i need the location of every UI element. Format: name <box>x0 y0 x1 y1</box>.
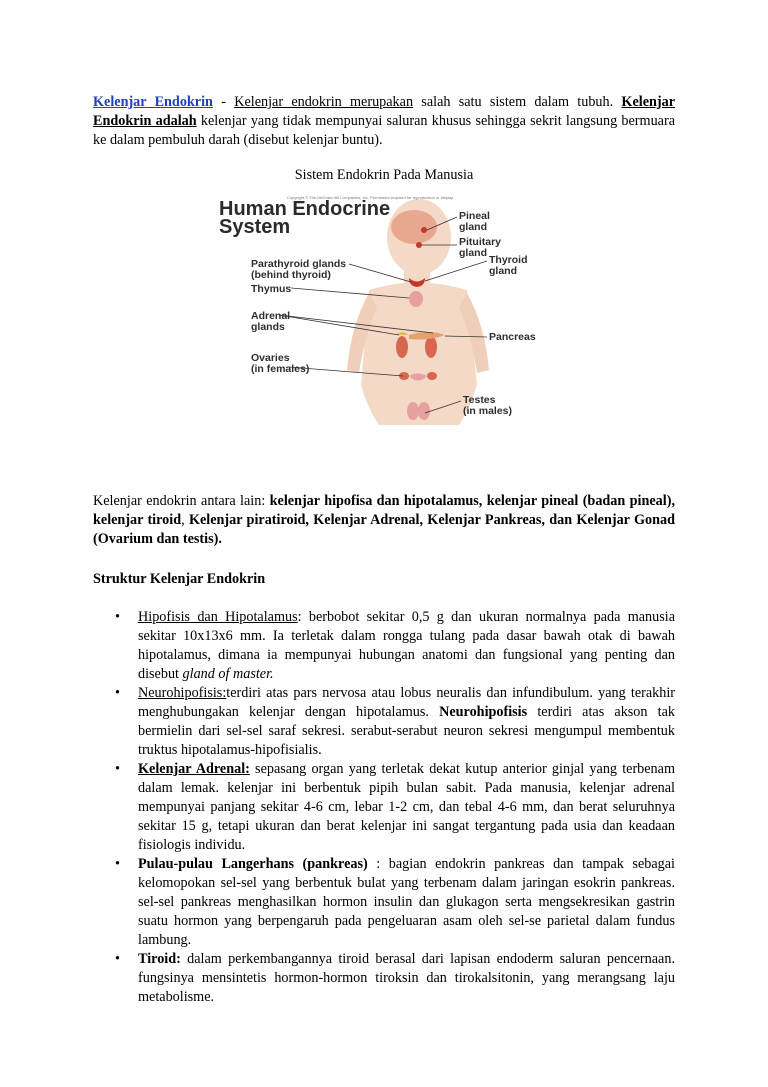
item-italic: gland of master. <box>182 666 274 682</box>
item-text: terdiri atas pars nervosa atau lobus neuralis dan infundibulum. yang terakhir menghubungakan kelenjar dengan hipotalamus. <box>138 685 675 720</box>
testis-left <box>407 402 419 420</box>
brain-shape <box>391 210 437 244</box>
bullet-icon: • <box>115 685 120 701</box>
list-item <box>115 608 675 684</box>
label-thyroid: Thyroid <box>489 254 528 266</box>
label-thymus: Thymus <box>251 283 292 295</box>
intro-underlined-text: Kelenjar endokrin merupakan <box>234 94 414 110</box>
intro-text-1: salah satu sistem dalam tubuh. <box>413 94 622 110</box>
item-head: Neurohipofisis: <box>138 685 227 701</box>
kidney-left <box>396 336 408 358</box>
intro-bold-term: Kelenjar Endokrin adalah <box>93 94 675 129</box>
document-page <box>93 93 675 1007</box>
figure-copyright: Copyright © The McGraw-Hill Companies, Inc. Permission required for reproduction or display. <box>287 195 454 200</box>
gland-list-text-1: Kelenjar endokrin antara lain: <box>93 493 270 509</box>
label-thyroid-2: gland <box>489 265 517 277</box>
figure-title-line1: Human Endocrine <box>219 198 391 220</box>
item-head: Pulau-pulau Langerhans (pankreas) <box>138 856 368 872</box>
testis-right <box>418 402 430 420</box>
item-head: Hipofisis dan Hipotalamus <box>138 609 298 625</box>
label-testes: Testes <box>463 394 496 406</box>
structure-list <box>93 608 675 1007</box>
label-ovaries: Ovaries <box>251 352 290 364</box>
item-bold: Neurohipofisis <box>439 704 528 720</box>
pineal-gland-mark <box>421 227 427 233</box>
label-pancreas: Pancreas <box>489 331 536 343</box>
ovary-right <box>427 372 437 380</box>
label-pituitary-2: gland <box>459 247 487 259</box>
gland-list-bold-2: Kelenjar piratiroid, Kelenjar Adrenal, Kelenjar Pankreas, dan Kelenjar Gonad (Ovarium dan testis). <box>93 512 676 547</box>
figure-title-line2: System <box>219 216 291 238</box>
bullet-icon: • <box>115 856 120 872</box>
bullet-icon: • <box>115 609 120 625</box>
intro-dash: - <box>212 94 235 110</box>
item-text: : berbobot sekitar 0,5 g dan ukuran normalnya pada manusia sekitar 10x13x6 mm. Ia terletak dalam rongga tulang pada dasar bawah otak di bawah hipotalamus, dimana ia mempunyai hubungan anatomi dan fungsional yang penting dan disebut <box>138 609 675 682</box>
intro-text-2: kelenjar yang tidak mempunyai saluran khusus sehingga sekrit langsung bermuara ke dalam pembuluh darah (disebut kelenjar buntu). <box>93 113 675 148</box>
kelenjar-endokrin-link[interactable]: Kelenjar Endokrin <box>93 94 213 110</box>
list-item <box>115 684 675 760</box>
label-pineal: Pineal <box>459 210 490 222</box>
label-parathyroid: Parathyroid glands <box>251 258 347 270</box>
kidney-right <box>425 336 437 358</box>
endocrine-figure <box>219 195 539 445</box>
label-adrenal-2: glands <box>251 321 285 333</box>
item-head: Kelenjar Adrenal: <box>138 761 250 777</box>
bullet-icon: • <box>115 761 120 777</box>
list-item <box>115 760 675 855</box>
thymus-mark <box>409 291 423 307</box>
label-adrenal: Adrenal <box>251 310 291 322</box>
section-title: Struktur Kelenjar Endokrin <box>93 571 266 587</box>
bullet-icon: • <box>115 951 120 967</box>
label-pituitary: Pituitary <box>459 236 502 248</box>
list-item <box>115 855 675 950</box>
item-text: dalam perkembangannya tiroid berasal dari lapisan endoderm saluran pencernaan. fungsinya mensintetis hormon-hormon tiroksin dan tirokalsitonin, yang merangsang laju metabolisme. <box>138 951 675 1005</box>
pituitary-gland-mark <box>416 242 422 248</box>
label-pineal-2: gland <box>459 221 487 233</box>
list-item <box>115 950 675 1007</box>
item-head: Tiroid: <box>138 951 181 967</box>
label-parathyroid-2: (behind thyroid) <box>251 269 331 281</box>
figure-caption: Sistem Endokrin Pada Manusia <box>294 167 474 183</box>
item-text: : bagian endokrin pankreas dan tampak sebagai kelomopokan sel-sel yang berbentuk bulat yang terbenam dalam jaringan esokrin pankreas. sel-sel pankreas menghasilkan hormon insulin dan glukagon serta mengsekresikan gastrin suatu hormon yang berpengaruh pada pengeluaran asam oleh sel-se parietal dalam fundus lambung. <box>138 856 675 948</box>
item-text: sepasang organ yang terletak dekat kutup anterior ginjal yang terbenam dalam lemak. kelenjar ini berbentuk pipih bulan sabit. Pada manusia, kelenjar adrenal mempunyai panjang sekitar 4-6 cm, lebar 1-2 cm, dan tebal 4-6 mm, dan berat seluruhnya sekitar 15 g, tetapi ukuran dan berat kelenjar ini sangat tergantung pada usia dan keadaan fisiologis individu. <box>138 761 675 853</box>
label-testes-2: (in males) <box>463 405 513 417</box>
gland-list-bold-1: kelenjar hipofisa dan hipotalamus, kelenjar pineal (badan pineal), kelenjar tiroid <box>93 493 675 528</box>
gland-list-paragraph <box>93 492 675 549</box>
label-ovaries-2: (in females) <box>251 363 310 375</box>
item-text-2: terdiri atas akson tak bermielin dari sel-sel saraf sekresi. serabut-serabut neuron sekresi mengumpul membentuk truktus hipotalamus-hipofisialis. <box>138 704 675 758</box>
gland-list-text-2: , <box>181 512 189 528</box>
intro-paragraph <box>93 93 675 150</box>
